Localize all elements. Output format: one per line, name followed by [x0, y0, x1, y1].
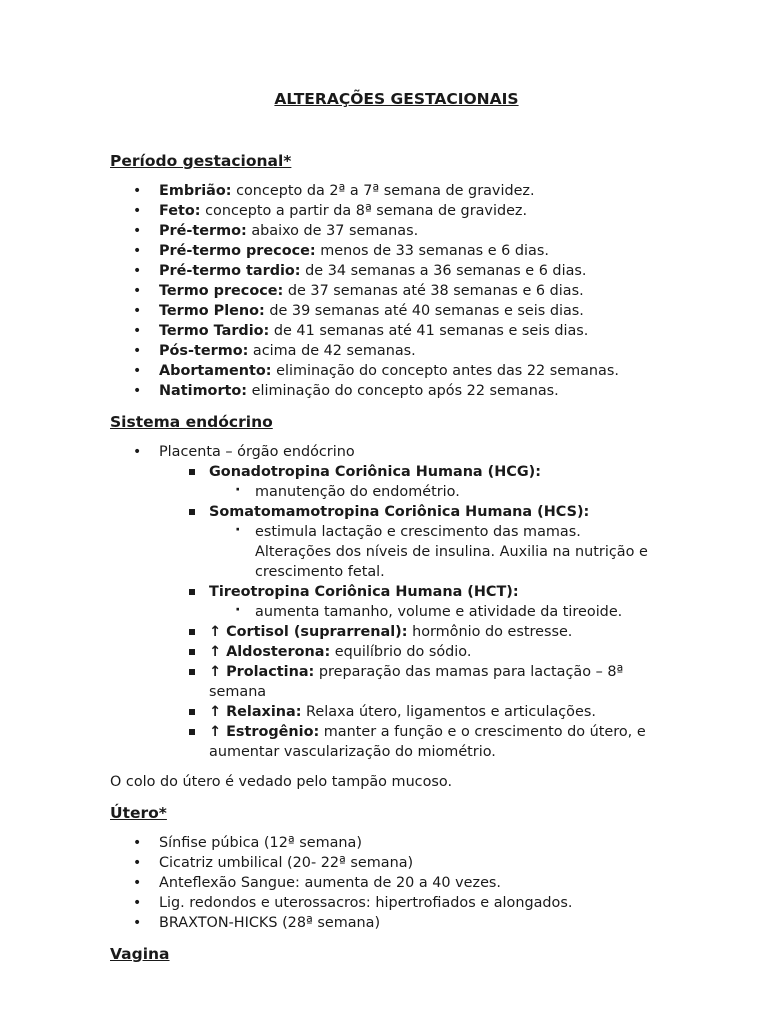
list-item: • BRAXTON-HICKS (28ª semana): [110, 913, 655, 933]
section-heading-endocrino: Sistema endócrino: [110, 413, 273, 431]
list-item: • Abortamento: eliminação do concepto antes das 22 semanas.: [110, 361, 655, 381]
section-heading-periodo: Período gestacional*: [110, 152, 292, 170]
list-item: ↑ Cortisol (suprarrenal): hormônio do estresse.: [209, 622, 655, 642]
list-item: · aumenta tamanho, volume e atividade da tireoide.: [255, 602, 655, 622]
list-item: Tireotropina Coriônica Humana (HCT): · aumenta tamanho, volume e atividade da tireoide.: [209, 582, 655, 622]
utero-list: [110, 833, 655, 933]
list-item: · manutenção do endométrio.: [255, 482, 655, 502]
list-item: • Natimorto: eliminação do concepto após 22 semanas.: [110, 381, 655, 401]
list-item: • Cicatriz umbilical (20- 22ª semana): [110, 853, 655, 873]
list-item: Gonadotropina Coriônica Humana (HCG): · manutenção do endométrio.: [209, 462, 655, 502]
list-item: • Sínfise púbica (12ª semana): [110, 833, 655, 853]
list-item: • Embrião: concepto da 2ª a 7ª semana de gravidez.: [110, 181, 655, 201]
list-item: • Placenta – órgão endócrino Gonadotropina Coriônica Humana (HCG): · manutenção do endométrio. Somatomamotropina Coriônica Humana (HCS): · estimula lactação e crescimento das mamas. Alterações dos níveis de insulina. Auxilia na nutrição e crescimento fetal. Tireotropina Coriônica Humana (HCT): · aumenta tamanho, volume e atividade da tireoide. ↑ Cortisol (suprarrenal): hormônio do estresse. ↑ Aldosterona: equilíbrio do sódio. ↑ Prolactina: preparação das mamas para lactação – 8ª semana ↑ Relaxina: Relaxa útero, ligamentos e articulações. ↑ Estrogênio: manter a função e o crescimento do útero, e aumentar vascularização do miométrio.: [110, 442, 655, 762]
list-item: ↑ Estrogênio: manter a função e o crescimento do útero, e aumentar vascularização do miométrio.: [209, 722, 655, 762]
list-item: • Termo Pleno: de 39 semanas até 40 semanas e seis dias.: [110, 301, 655, 321]
section-heading-vagina: Vagina: [110, 945, 170, 963]
list-item: • Pós-termo: acima de 42 semanas.: [110, 341, 655, 361]
list-item: • Pré-termo tardio: de 34 semanas a 36 semanas e 6 dias.: [110, 261, 655, 281]
list-item: · estimula lactação e crescimento das mamas. Alterações dos níveis de insulina. Auxilia na nutrição e crescimento fetal.: [255, 522, 655, 582]
list-item: Somatomamotropina Coriônica Humana (HCS): · estimula lactação e crescimento das mamas. Alterações dos níveis de insulina. Auxilia na nutrição e crescimento fetal.: [209, 502, 655, 582]
list-item: • Termo Tardio: de 41 semanas até 41 semanas e seis dias.: [110, 321, 655, 341]
list-item: • Pré-termo: abaixo de 37 semanas.: [110, 221, 655, 241]
list-item: • Termo precoce: de 37 semanas até 38 semanas e 6 dias.: [110, 281, 655, 301]
endocrino-list: [110, 442, 655, 762]
document-title: ALTERAÇÕES GESTACIONAIS: [274, 90, 519, 108]
list-item: • Lig. redondos e uterossacros: hipertrofiados e alongados.: [110, 893, 655, 913]
document-page: [110, 0, 655, 964]
list-item: ↑ Aldosterona: equilíbrio do sódio.: [209, 642, 655, 662]
colo-paragraph: O colo do útero é vedado pelo tampão mucoso.: [110, 774, 453, 790]
list-item: ↑ Relaxina: Relaxa útero, ligamentos e articulações.: [209, 702, 655, 722]
section-heading-utero: Útero*: [110, 804, 167, 822]
hormone-list: [209, 462, 655, 762]
list-item: • Feto: concepto a partir da 8ª semana de gravidez.: [110, 201, 655, 221]
list-item: ↑ Prolactina: preparação das mamas para lactação – 8ª semana: [209, 662, 655, 702]
list-item: • Anteflexão Sangue: aumenta de 20 a 40 vezes.: [110, 873, 655, 893]
periodo-list: [110, 181, 655, 401]
list-item: • Pré-termo precoce: menos de 33 semanas e 6 dias.: [110, 241, 655, 261]
